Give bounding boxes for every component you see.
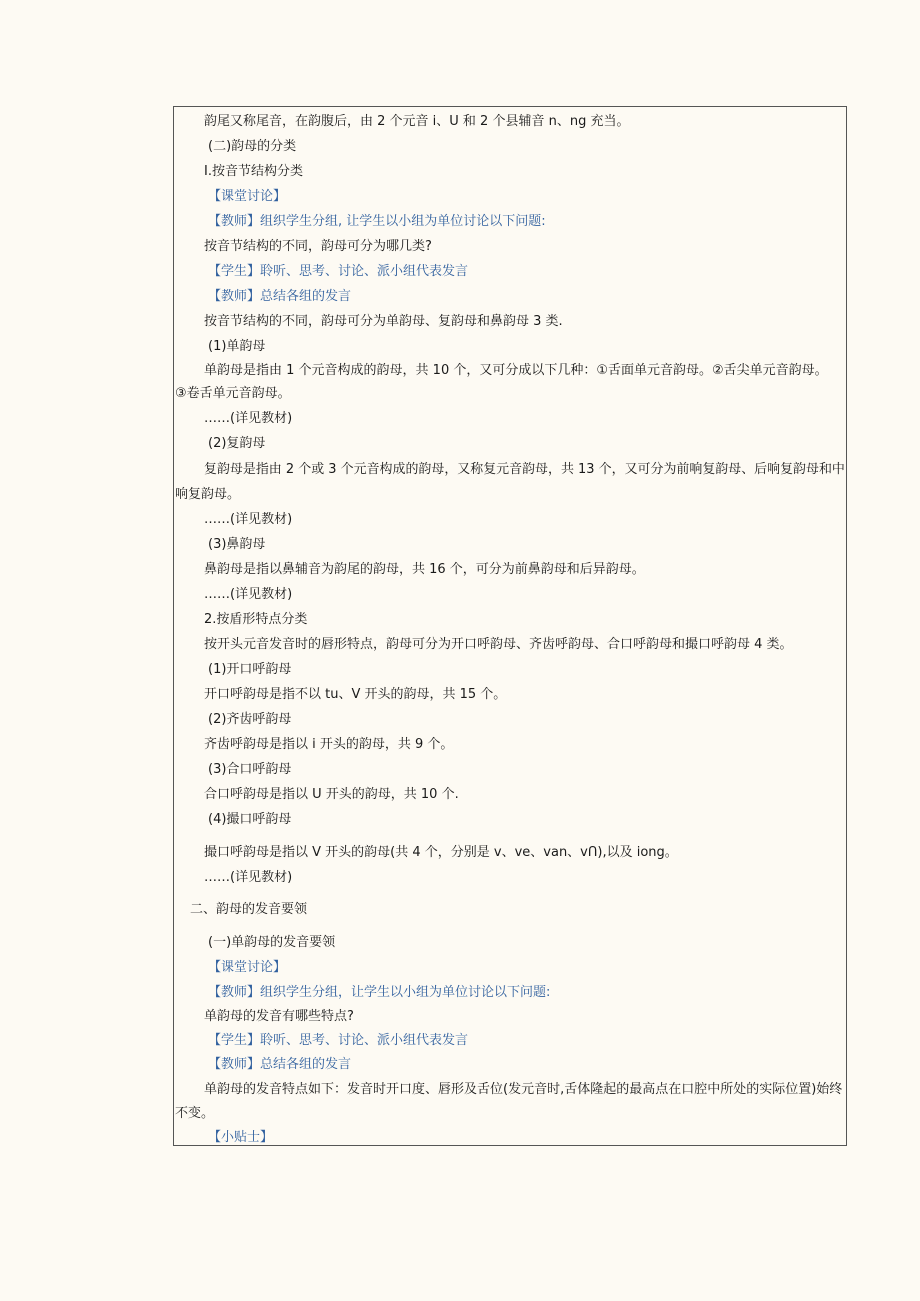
teacher-summary: 【教师】总结各组的发言: [208, 289, 352, 304]
discussion-question: 按音节结构的不同，韵母可分为哪几类?: [204, 239, 432, 254]
text-line: 单韵母是指由 1 个元音构成的韵母，共 10 个，又可分成以下几种：①舌面单元音韵母。②舌尖单元音韵母。: [204, 363, 828, 378]
see-textbook-note: ……(详见教材): [204, 512, 293, 527]
item-heading: (1)开口呼韵母: [208, 662, 292, 677]
text-line-continued: 响复韵母。: [175, 487, 241, 502]
text-line-continued: ③卷舌单元音韵母。: [175, 386, 291, 401]
item-heading: (3)合口呼韵母: [208, 762, 292, 777]
student-activity: 【学生】聆听、思考、讨论、派小组代表发言: [208, 1033, 469, 1048]
tips-tag: 【小贴士】: [208, 1130, 274, 1145]
text-line: 齐齿呼韵母是指以 i 开头的韵母，共 9 个。: [204, 737, 454, 752]
teacher-summary: 【教师】总结各组的发言: [208, 1057, 352, 1072]
item-heading: (4)撮口呼韵母: [208, 812, 292, 827]
see-textbook-note: ……(详见教材): [204, 587, 293, 602]
item-heading: (2)复韵母: [208, 436, 266, 451]
text-line: 鼻韵母是指以鼻辅音为韵尾的韵母，共 16 个，可分为前鼻韵母和后异韵母。: [204, 562, 645, 577]
text-line-continued: 不变。: [175, 1106, 215, 1121]
text-line: 撮口呼韵母是指以 V 开头的韵母(共 4 个，分别是 v、ve、van、vՈ),以及 iong。: [204, 845, 678, 860]
teacher-instruction: 【教师】组织学生分组, 让学生以小组为单位讨论以下问题:: [208, 214, 546, 229]
chapter-heading: 二、韵母的发音要领: [190, 902, 308, 917]
teacher-instruction: 【教师】组织学生分组，让学生以小组为单位讨论以下问题:: [208, 985, 551, 1000]
text-line: 合口呼韵母是指以 U 开头的韵母，共 10 个.: [204, 787, 459, 802]
text-line: 单韵母的发音特点如下：发音时开口度、唇形及舌位(发元音时,舌体隆起的最高点在口腔中所处的实际位置)始终: [204, 1082, 843, 1097]
text-line: 韵尾又称尾音，在韵腹后，由 2 个元音 i、U 和 2 个县辅音 n、ng 充当。: [204, 114, 630, 129]
item-heading: (3)鼻韵母: [208, 537, 266, 552]
classroom-discussion-tag: 【课堂讨论】: [208, 189, 287, 204]
student-activity: 【学生】聆听、思考、讨论、派小组代表发言: [208, 264, 469, 279]
subsection-heading: I.按音节结构分类: [204, 164, 303, 179]
text-line: 按开头元音发音时的唇形特点，韵母可分为开口呼韵母、齐齿呼韵母、合口呼韵母和撮口呼韵母 4 类。: [204, 637, 793, 652]
text-line: 按音节结构的不同，韵母可分为单韵母、复韵母和鼻韵母 3 类.: [204, 314, 563, 329]
text-line: 复韵母是指由 2 个或 3 个元音构成的韵母，又称复元音韵母，共 13 个，又可分为前响复韵母、后响复韵母和中: [204, 462, 845, 477]
section-heading: (一)单韵母的发音要领: [208, 935, 336, 950]
see-textbook-note: ……(详见教材): [204, 870, 293, 885]
see-textbook-note: ……(详见教材): [204, 411, 293, 426]
discussion-question: 单韵母的发音有哪些特点?: [204, 1009, 354, 1024]
item-heading: (2)齐齿呼韵母: [208, 712, 292, 727]
text-line: 开口呼韵母是指不以 tu、V 开头的韵母，共 15 个。: [204, 687, 507, 702]
subsection-heading: 2.按盾形特点分类: [204, 612, 308, 627]
item-heading: (1)单韵母: [208, 339, 266, 354]
classroom-discussion-tag: 【课堂讨论】: [208, 960, 287, 975]
section-heading: (二)韵母的分类: [208, 139, 297, 154]
